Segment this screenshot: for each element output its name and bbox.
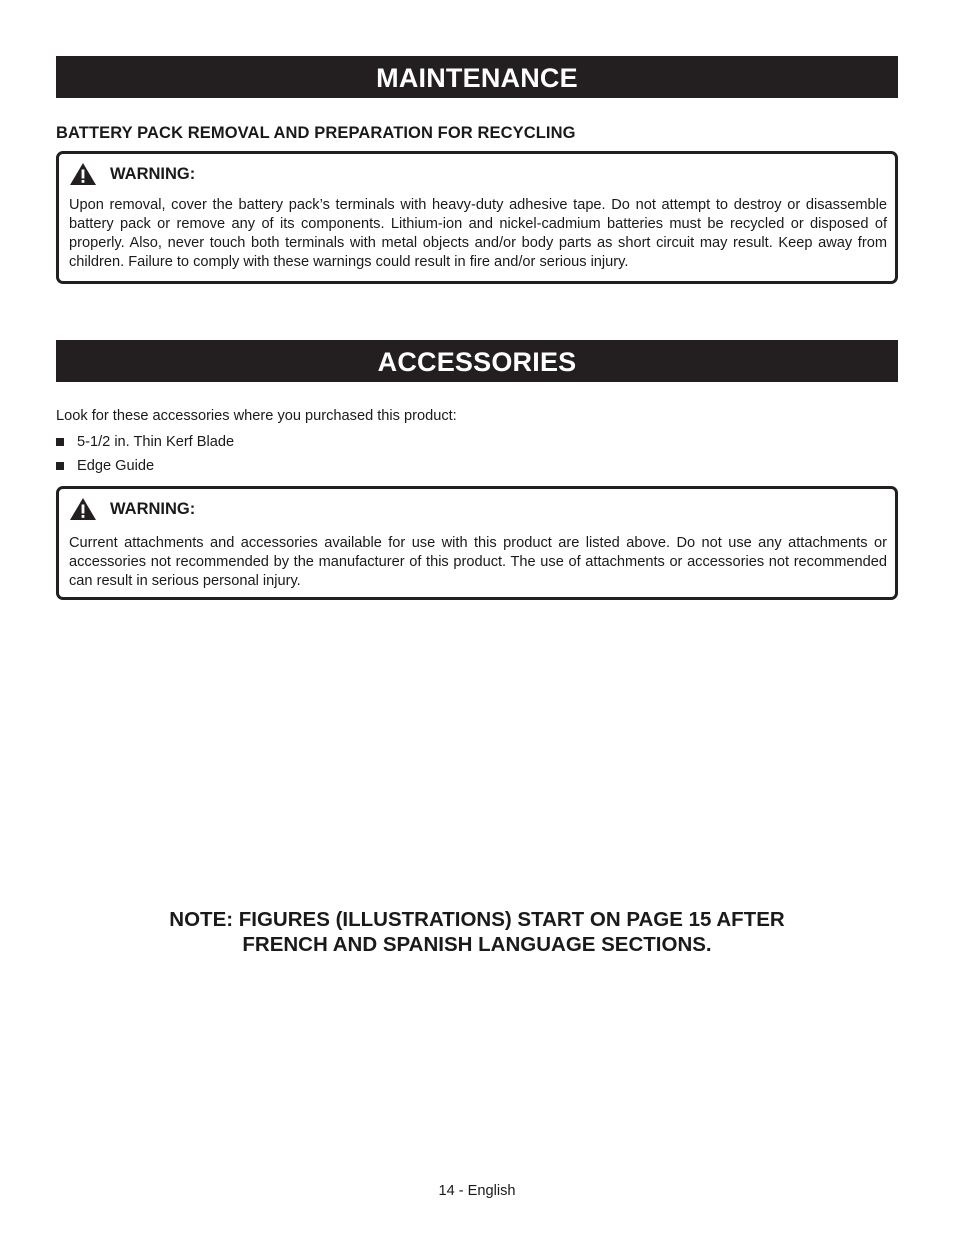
accessory-item-label: Edge Guide [77,458,155,474]
maintenance-title: MAINTENANCE [376,63,578,93]
warning-header [69,497,195,521]
warning-header [69,162,195,186]
accessories-banner [56,340,898,382]
accessories-title: ACCESSORIES [377,347,577,377]
page-footer: 14 - English [438,1183,516,1199]
square-bullet-icon [56,462,64,470]
list-item [56,430,234,454]
accessories-warning-text: Current attachments and accessories available for use with this product are listed above. Do not use any attachments or accessories not recommended by the manufacturer of this product. The use of attachments or accessories not recommended can result in serious personal injury. [69,535,887,589]
figures-note [0,907,954,957]
battery-removal-heading: BATTERY PACK REMOVAL AND PREPARATION FOR RECYCLING [56,124,576,142]
note-line-2: FRENCH AND SPANISH LANGUAGE SECTIONS. [242,933,712,956]
accessories-intro: Look for these accessories where you purchased this product: [56,408,457,424]
square-bullet-icon [56,438,64,446]
accessory-item-label: 5-1/2 in. Thin Kerf Blade [77,434,235,450]
warning-label: WARNING: [110,165,196,183]
warning-triangle-icon [69,162,97,186]
battery-warning-box [56,151,898,284]
warning-triangle-icon [69,497,97,521]
maintenance-banner [56,56,898,98]
warning-label: WARNING: [110,500,196,518]
accessories-warning-box [56,486,898,600]
note-line-1: NOTE: FIGURES (ILLUSTRATIONS) START ON PAGE 15 AFTER [169,908,785,931]
battery-warning-text: Upon removal, cover the battery pack’s terminals with heavy-duty adhesive tape. Do not attempt to destroy or disassemble battery pack or remove any of its components. Lithium-ion and nickel-cadmium batteries must be recycled or disposed of properly. Also, never touch both terminals with metal objects and/or body parts as short circuit may result. Keep away from children. Failure to comply with these warnings could result in fire and/or serious injury. [69,197,887,270]
accessories-list [56,430,234,478]
list-item [56,454,234,478]
